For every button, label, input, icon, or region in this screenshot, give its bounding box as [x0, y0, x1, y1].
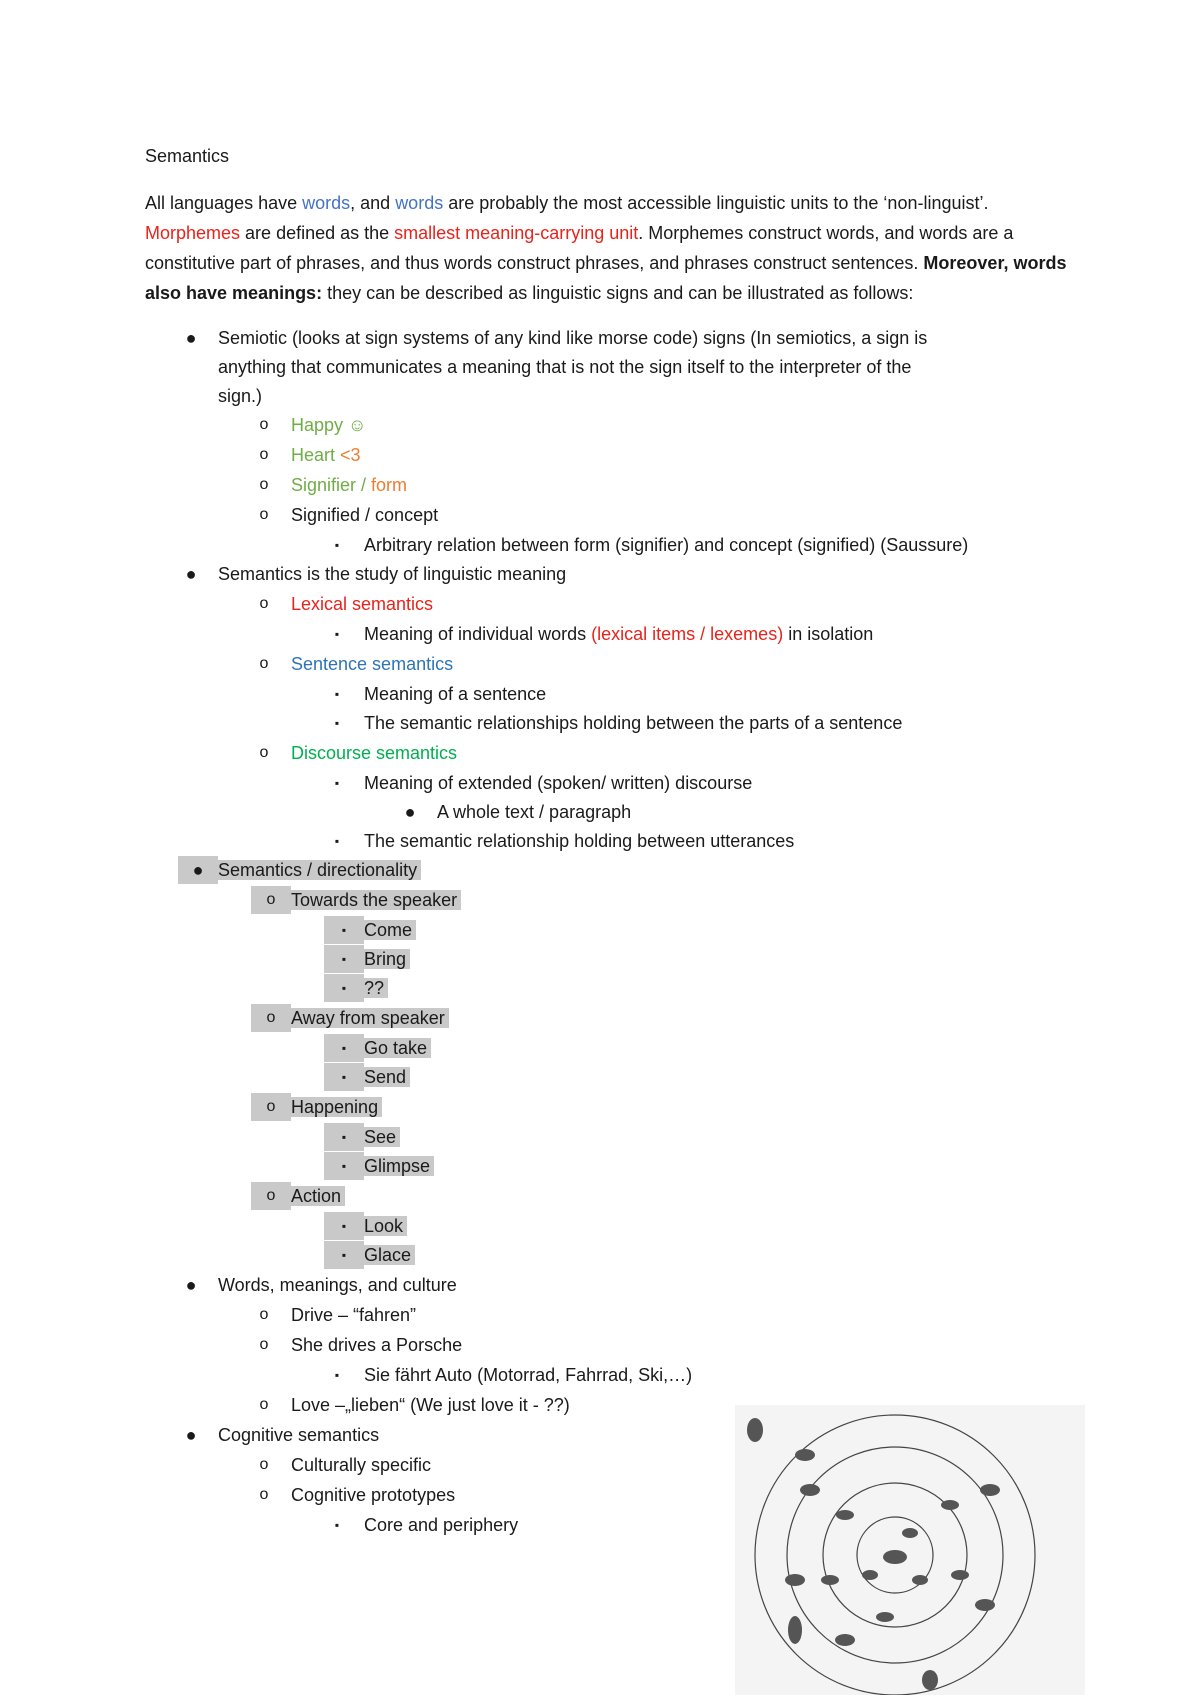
list-item-prototypes: [259, 1481, 456, 1509]
bullet-icon: ▪: [324, 945, 364, 973]
bird-icon: [902, 1528, 918, 1538]
list-item-away: [266, 1004, 449, 1032]
list-item-text: Happy ☺: [291, 415, 367, 435]
bullet-icon: o: [259, 744, 269, 761]
bullet-icon: ▪: [334, 687, 340, 701]
bullet-icon: o: [259, 1306, 269, 1323]
list-item-text: Come: [360, 920, 416, 940]
list-item-text: Bring: [360, 949, 410, 969]
list-item-text: Love –„lieben“ (We just love it - ??): [291, 1395, 570, 1415]
list-item-culture: [185, 1271, 457, 1299]
list-item-core: [334, 1511, 519, 1539]
bird-icon: [747, 1418, 763, 1442]
list-item-directionality: [192, 856, 421, 884]
list-item-text: Heart: [291, 445, 341, 465]
list-item-cognitive: [185, 1421, 380, 1449]
list-item-text: <3: [340, 445, 361, 465]
list-item-text: Discourse semantics: [291, 743, 458, 763]
intro-paragraph: [145, 188, 1075, 308]
page-title: Semantics: [145, 146, 230, 166]
list-item-culturally: [259, 1451, 432, 1479]
list-item-text: form: [371, 475, 408, 495]
list-item-heart: [259, 441, 361, 469]
bullet-icon: o: [259, 506, 269, 523]
intro-text: are defined as the: [240, 223, 395, 243]
bird-icon: [975, 1599, 995, 1611]
bullet-icon: o: [259, 446, 269, 463]
intro-text: . Morphemes construct words, and words are a constitutive part of phrases, and thus words construct phrases, and phrases construct sentences.: [145, 223, 1014, 273]
list-item-sentence: [259, 650, 454, 678]
list-item-text: The semantic relationships holding between the parts of a sentence: [364, 713, 903, 733]
list-item-text: Cognitive prototypes: [291, 1485, 456, 1505]
list-item-signifier: [259, 471, 408, 499]
intro-word-highlight: words: [302, 193, 351, 213]
list-item-happening: [266, 1093, 382, 1121]
list-item-text: A whole text / paragraph: [437, 802, 632, 822]
bullet-icon: ▪: [334, 538, 340, 552]
bird-icon: [883, 1550, 907, 1564]
bullet-icon: o: [259, 1486, 269, 1503]
list-item-send: [341, 1063, 410, 1091]
list-item-text: Drive – “fahren”: [291, 1305, 417, 1325]
bullet-icon: o: [259, 1336, 269, 1353]
bullet-icon: o: [259, 595, 269, 612]
list-item-text: Cognitive semantics: [218, 1425, 380, 1445]
list-item-text: Arbitrary relation between form (signifier) and concept (signified) (Saussure): [364, 535, 969, 555]
bird-icon: [785, 1574, 805, 1586]
list-item-glace: [341, 1241, 415, 1269]
list-item-sentence-meaning: [334, 680, 547, 708]
bullet-icon: ●: [178, 856, 218, 884]
list-item-text: Glace: [360, 1245, 415, 1265]
bullet-icon: ●: [185, 564, 197, 584]
list-item-text: She drives a Porsche: [291, 1335, 463, 1355]
bird-icon: [951, 1570, 969, 1580]
bullet-icon: ▪: [334, 716, 340, 730]
list-item-sentence-rel: [334, 709, 903, 737]
bullet-icon: ▪: [324, 1241, 364, 1269]
list-item-see: [341, 1123, 400, 1151]
bird-icon: [912, 1575, 928, 1585]
bullet-icon: o: [259, 1396, 269, 1413]
list-item-porsche: [259, 1331, 463, 1359]
list-item-semiotic-cont: [218, 382, 262, 410]
bird-icon: [821, 1575, 839, 1585]
list-item-text: (lexical items / lexemes): [591, 624, 784, 644]
list-item-arbitrary: [334, 531, 969, 559]
list-item-text: See: [360, 1127, 400, 1147]
bullet-icon: ▪: [334, 1518, 340, 1532]
bird-icon: [980, 1484, 1000, 1496]
list-item-come: [341, 916, 416, 944]
bullet-icon: ▪: [334, 1368, 340, 1382]
bird-icon: [835, 1634, 855, 1646]
list-item-semiotic: [185, 324, 928, 352]
list-item-semantics-study: [185, 560, 567, 588]
list-item-qq: [341, 974, 388, 1002]
list-item-drive: [259, 1301, 417, 1329]
list-item-discourse-meaning: [334, 769, 753, 797]
bullet-icon: o: [251, 1004, 291, 1032]
bullet-icon: o: [251, 1093, 291, 1121]
bullet-icon: o: [251, 886, 291, 914]
list-item-text: anything that communicates a meaning that is not the sign itself to the interpreter of the: [218, 357, 912, 377]
bullet-icon: o: [259, 416, 269, 433]
list-item-signified: [259, 501, 439, 529]
list-item-text: Semantics / directionality: [214, 860, 421, 880]
list-item-auto: [334, 1361, 693, 1389]
bird-icon: [941, 1500, 959, 1510]
bird-icon: [836, 1510, 854, 1520]
list-item-text: in isolation: [783, 624, 874, 644]
list-item-discourse-rel: [334, 827, 795, 855]
bird-icon: [788, 1616, 802, 1644]
list-item-discourse: [259, 739, 458, 767]
list-item-towards: [266, 886, 461, 914]
list-item-love: [259, 1391, 570, 1419]
list-item-text: Meaning of individual words: [364, 624, 592, 644]
list-item-look: [341, 1212, 407, 1240]
intro-text: , and: [350, 193, 396, 213]
intro-word-highlight: words: [395, 193, 444, 213]
list-item-text: ??: [360, 978, 388, 998]
list-item-text: Signifier /: [291, 475, 372, 495]
list-item-text: Action: [287, 1186, 345, 1206]
bullet-icon: ▪: [324, 1152, 364, 1180]
list-item-semiotic-cont: [218, 353, 911, 381]
bullet-icon: ▪: [324, 1212, 364, 1240]
list-item-text: sign.): [218, 386, 263, 406]
list-item-text: Core and periphery: [364, 1515, 519, 1535]
bird-icon: [795, 1449, 815, 1461]
list-item-text: Words, meanings, and culture: [218, 1275, 457, 1295]
bullet-icon: o: [259, 655, 269, 672]
list-item-glimpse: [341, 1152, 434, 1180]
bullet-icon: ▪: [324, 1034, 364, 1062]
bullet-icon: o: [259, 1456, 269, 1473]
list-item-text: Semantics is the study of linguistic meaning: [218, 564, 567, 584]
intro-definition: smallest meaning-carrying unit: [394, 223, 639, 243]
bullet-icon: o: [251, 1182, 291, 1210]
list-item-text: Glimpse: [360, 1156, 434, 1176]
bullet-icon: ●: [185, 328, 197, 348]
intro-text: All languages have: [145, 193, 303, 213]
bird-icon: [922, 1670, 938, 1690]
list-item-text: Towards the speaker: [287, 890, 461, 910]
list-item-text: Go take: [360, 1038, 431, 1058]
bird-icon: [800, 1484, 820, 1496]
list-item-text: Culturally specific: [291, 1455, 432, 1475]
bullet-icon: o: [259, 476, 269, 493]
bullet-icon: ▪: [324, 916, 364, 944]
bullet-icon: ▪: [334, 627, 340, 641]
bullet-icon: ▪: [324, 1063, 364, 1091]
bird-icon: [876, 1612, 894, 1622]
bullet-icon: ▪: [334, 776, 340, 790]
bullet-icon: ●: [185, 1425, 197, 1445]
list-item-action: [266, 1182, 345, 1210]
intro-text: are probably the most accessible linguistic units to the ‘non-linguist’.: [443, 193, 989, 213]
bullet-icon: ▪: [324, 974, 364, 1002]
list-item-text: Sentence semantics: [291, 654, 454, 674]
list-item-text: Happening: [287, 1097, 382, 1117]
intro-bold: Moreover, words also have meanings:: [145, 253, 1067, 303]
list-item-lexical-meaning: [334, 620, 874, 648]
list-item-text: Send: [360, 1067, 410, 1087]
bullet-icon: ●: [404, 802, 416, 822]
bird-icon: [862, 1570, 878, 1580]
intro-text: they can be described as linguistic signs and can be illustrated as follows:: [322, 283, 914, 303]
bullet-icon: ▪: [334, 834, 340, 848]
list-item-gotake: [341, 1034, 431, 1062]
bullet-icon: ●: [185, 1275, 197, 1295]
list-item-text: Semiotic (looks at sign systems of any kind like morse code) signs (In semiotics, a sign is: [218, 328, 928, 348]
list-item-happy: [259, 411, 367, 439]
list-item-text: Signified / concept: [291, 505, 439, 525]
list-item-text: Meaning of extended (spoken/ written) discourse: [364, 773, 753, 793]
list-item-bring: [341, 945, 410, 973]
bullet-icon: ▪: [324, 1123, 364, 1151]
bird-prototype-diagram: [735, 1405, 1085, 1695]
list-item-text: Lexical semantics: [291, 594, 434, 614]
list-item-text: Sie fährt Auto (Motorrad, Fahrrad, Ski,…): [364, 1365, 693, 1385]
list-item-text: Look: [360, 1216, 407, 1236]
list-item-text: Away from speaker: [287, 1008, 449, 1028]
list-item-text: Meaning of a sentence: [364, 684, 547, 704]
intro-morphemes: Morphemes: [145, 223, 241, 243]
list-item-lexical: [259, 590, 434, 618]
list-item-whole-text: [404, 798, 632, 826]
list-item-text: The semantic relationship holding between utterances: [364, 831, 795, 851]
